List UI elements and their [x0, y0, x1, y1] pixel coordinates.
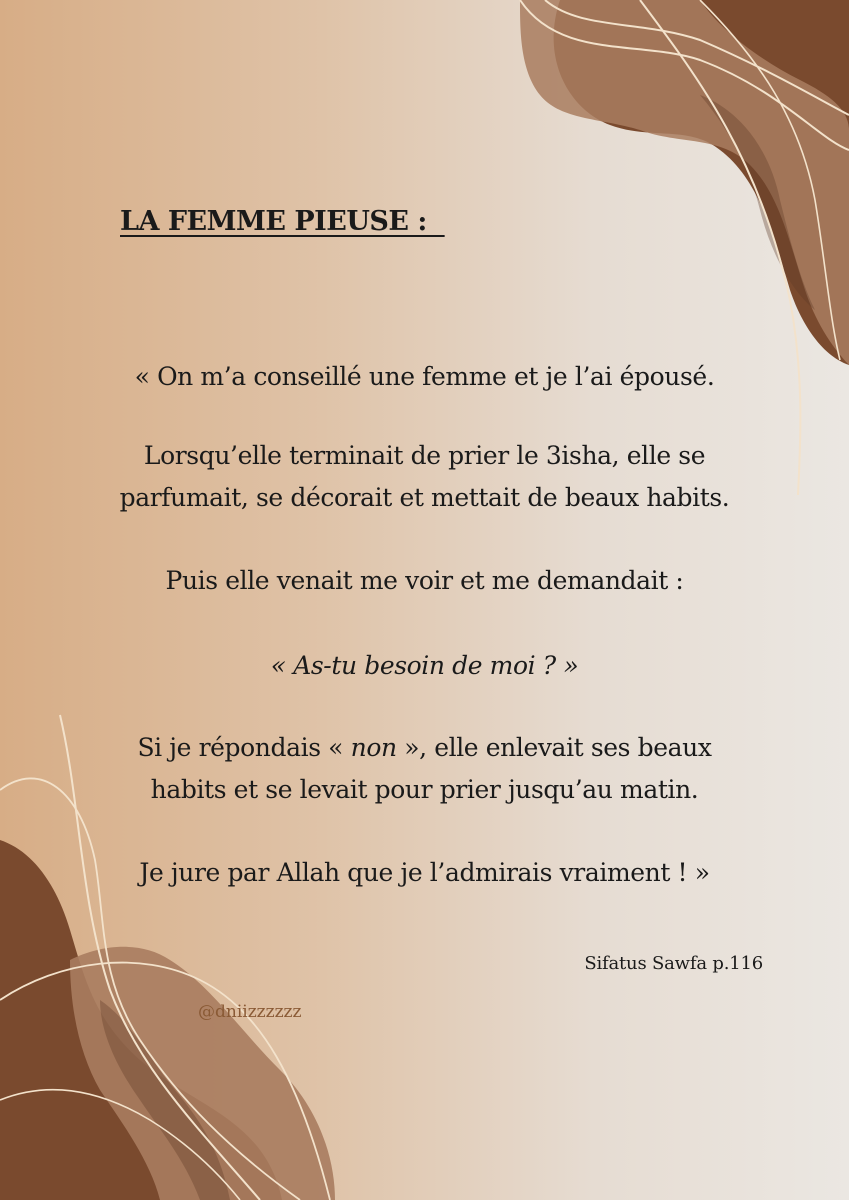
- quote-line-6-italic: non: [350, 733, 397, 762]
- quote-line-2: Lorsqu’elle terminait de prier le 3isha, elle se: [143, 441, 706, 470]
- quote-line-4: Puis elle venait me voir et me demandait :: [165, 566, 684, 595]
- page-title: LA FEMME PIEUSE :: [120, 206, 445, 237]
- quote-line-7: habits et se levait pour prier jusqu’au matin.: [150, 775, 699, 804]
- quote-line-3: parfumait, se décorait et mettait de beaux habits.: [119, 483, 730, 512]
- quote-line-1: « On m’a conseillé une femme et je l’ai épousé.: [134, 362, 715, 391]
- quote-line-6-end: », elle enlevait ses beaux: [396, 733, 712, 762]
- quote-line-6: [0, 733, 849, 762]
- quote-line-6-start: Si je répondais «: [137, 733, 351, 762]
- author-handle: @dniizzzzzz: [198, 1002, 302, 1022]
- source-citation: Sifatus Sawfa p.116: [584, 953, 763, 974]
- quote-line-8: Je jure par Allah que je l’admirais vraiment ! »: [139, 858, 710, 887]
- quote-line-5: « As-tu besoin de moi ? »: [270, 651, 579, 680]
